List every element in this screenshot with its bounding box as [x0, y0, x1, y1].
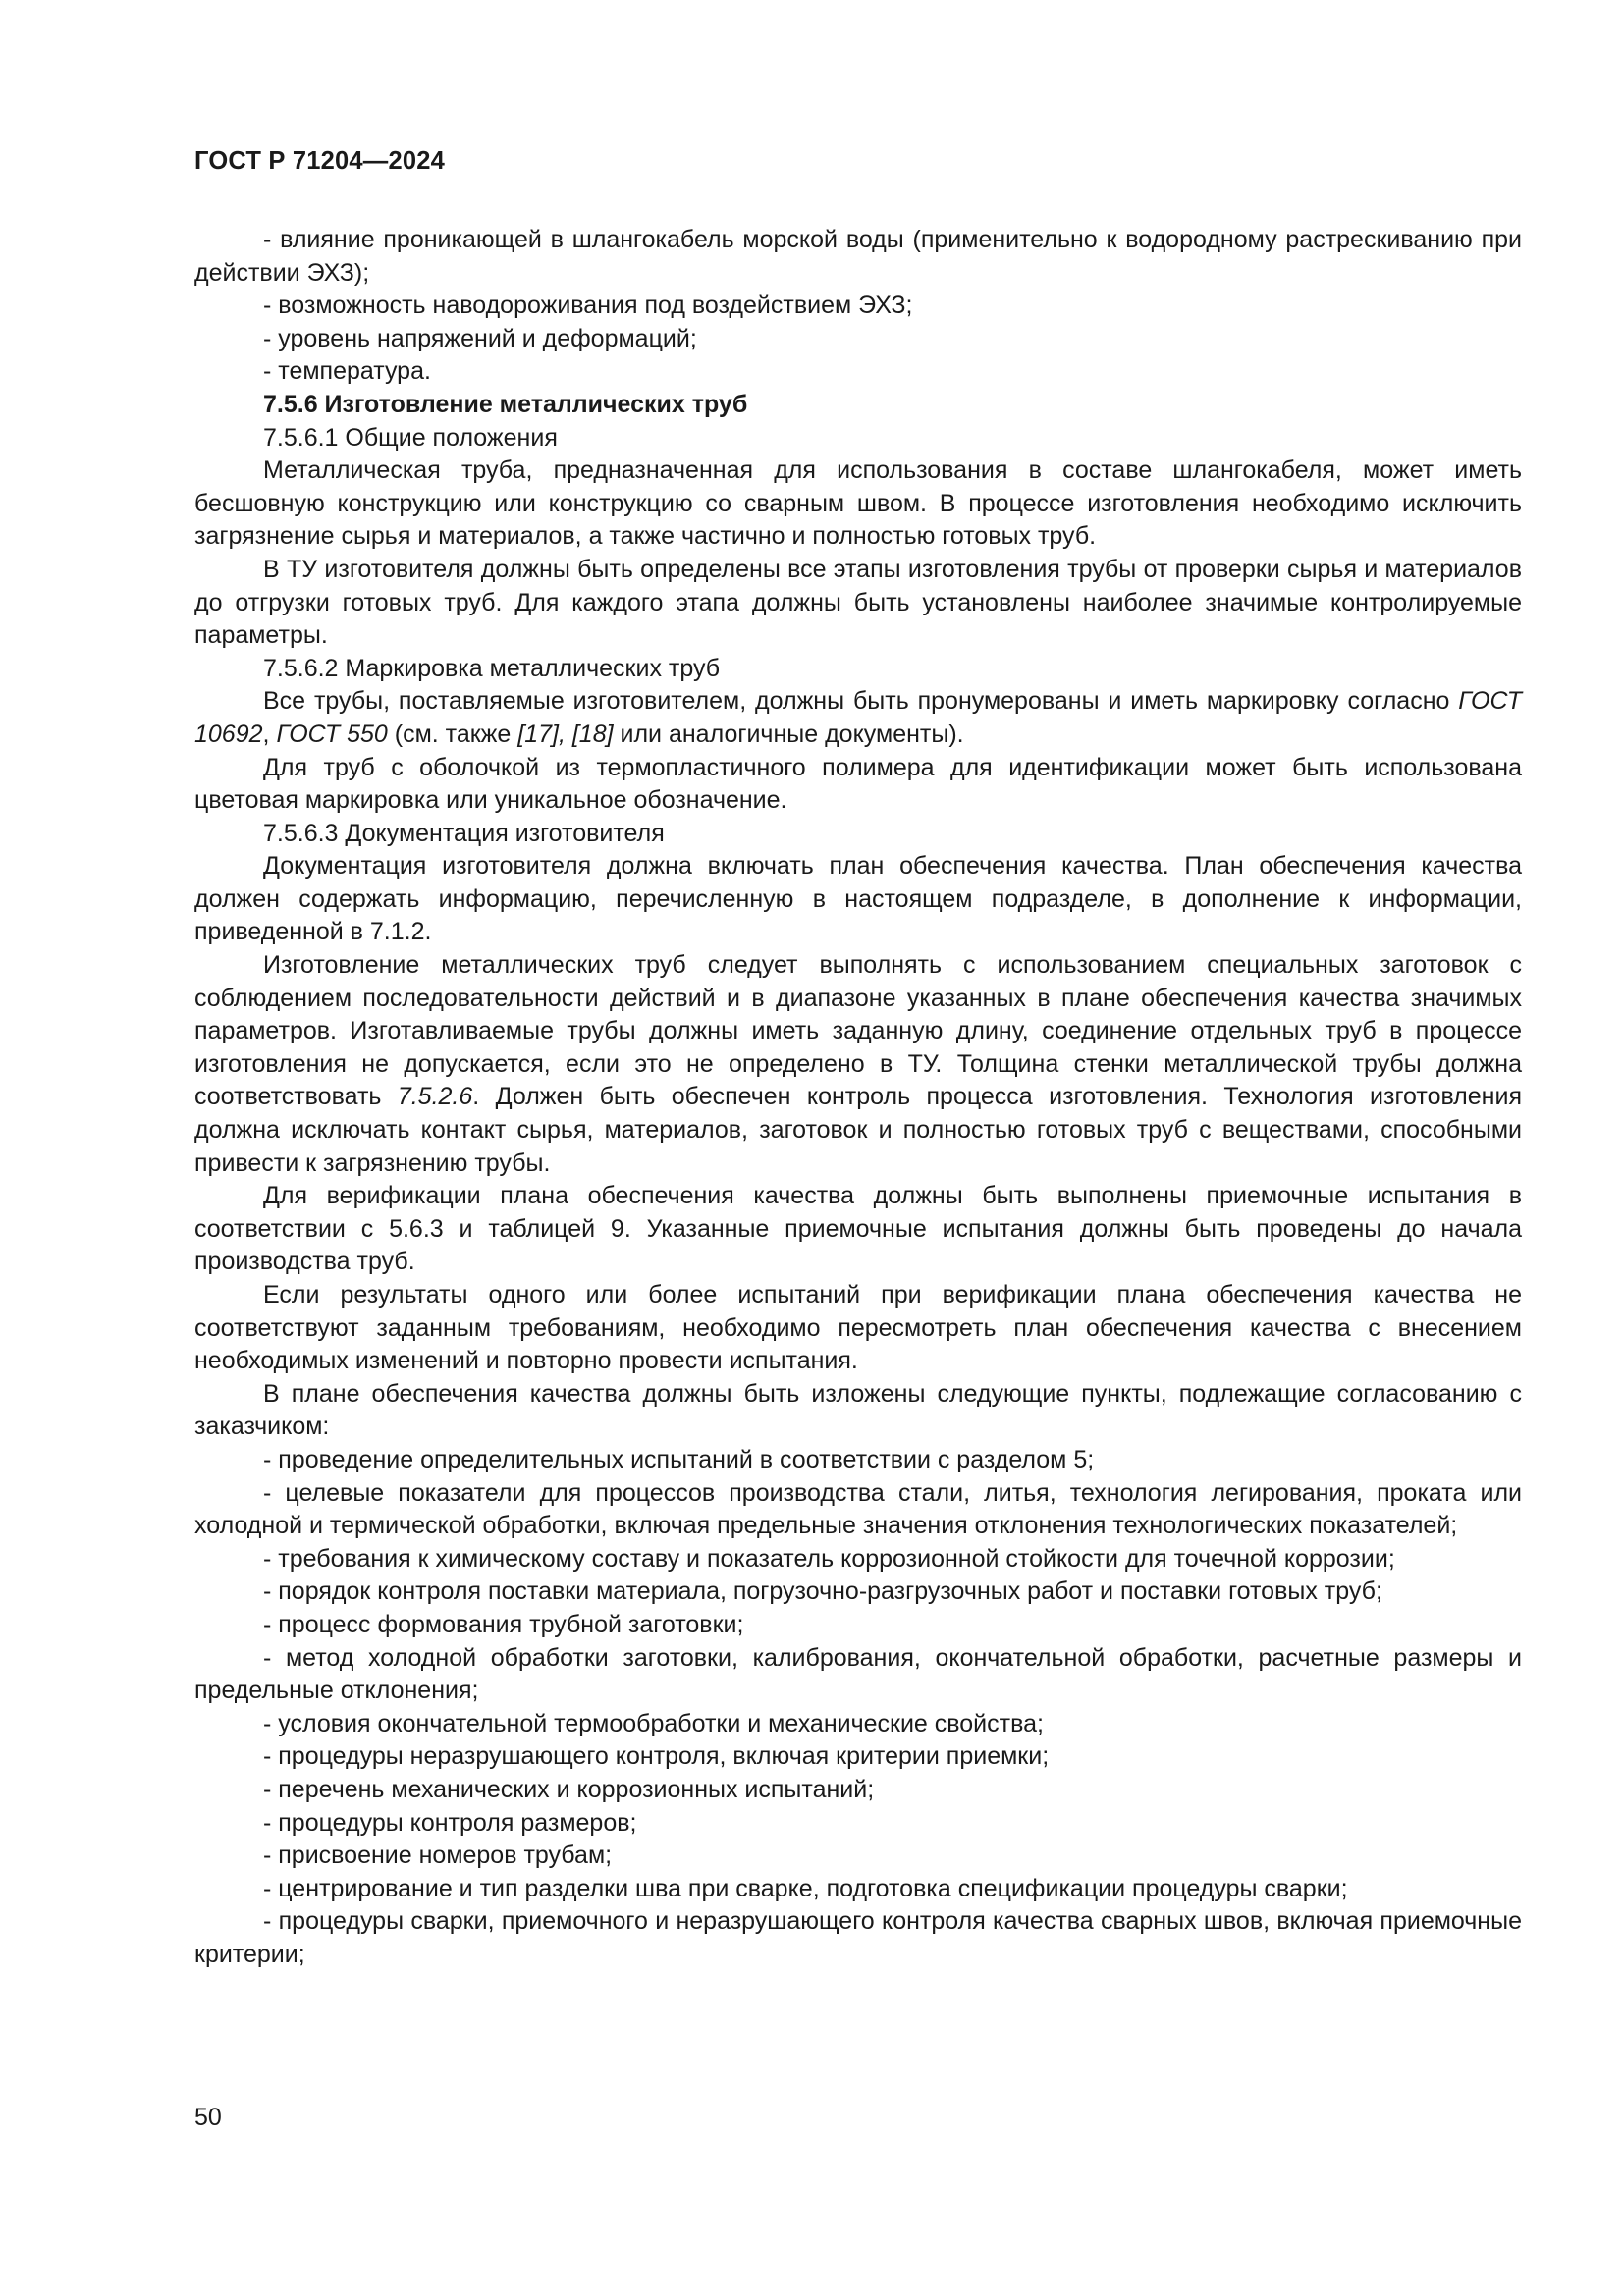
- standard-reference: ГОСТ 550: [276, 720, 388, 748]
- text-run: Все трубы, поставляемые изготовителем, должны быть пронумерованы и иметь маркировку согласно: [263, 687, 1459, 716]
- section-heading: 7.5.6 Изготовление металлических труб: [263, 390, 748, 418]
- list-item: - процедуры неразрушающего контроля, включая критерии приемки;: [263, 1742, 1050, 1771]
- list-item: - процедуры контроля размеров;: [263, 1808, 637, 1837]
- paragraph: Металлическая труба, предназначенная для использования в составе шлангокабеля, может иметь бесшовную конструкцию или конструкцию со сварным швом. В процессе изготовления необходимо исключить загрязнение сырья и материалов, а также частично и полностью готовых труб.: [194, 456, 1522, 551]
- paragraph: В плане обеспечения качества должны быть изложены следующие пункты, подлежащие согласованию с заказчиком:: [194, 1379, 1522, 1441]
- bibliography-reference: [17], [18]: [517, 720, 614, 748]
- document-code-header: ГОСТ Р 71204—2024: [194, 147, 446, 175]
- subsection-heading: 7.5.6.1 Общие положения: [263, 423, 558, 452]
- paragraph: В ТУ изготовителя должны быть определены все этапы изготовления трубы от проверки сырья и материалов до отгрузки готовых труб. Для каждого этапа должны быть установлены наиболее значимые контролируемые параметры.: [194, 555, 1522, 650]
- list-item: - влияние проникающей в шлангокабель морской воды (применительно к водородному растрескиванию при действии ЭХЗ);: [194, 226, 1522, 287]
- list-item: - проведение определительных испытаний в соответствии с разделом 5;: [263, 1445, 1095, 1473]
- text-run: Изготовление металлических труб следует выполнять с использованием специальных заготовок с соблюдением последовательности действий и в диапазоне указанных в плане обеспечения качества значимых параметров. Изготавливаемые трубы должны иметь заданную длину, соединение отдельных труб в процессе изготовления не допускается, если это не определено в ТУ. Толщина стенки металлической трубы должна соответствовать: [194, 951, 1522, 1111]
- paragraph: Документация изготовителя должна включать план обеспечения качества. План обеспечения качества должен содержать информацию, перечисленную в настоящем подразделе, в дополнение к информации, приведенной в 7.1.2.: [194, 852, 1522, 946]
- list-item: - центрирование и тип разделки шва при сварке, подготовка спецификации процедуры сварки;: [263, 1874, 1348, 1902]
- subsection-heading: 7.5.6.2 Маркировка металлических труб: [263, 654, 721, 682]
- list-item: - присвоение номеров трубам;: [263, 1842, 613, 1870]
- list-item: - порядок контроля поставки материала, погрузочно-разгрузочных работ и поставки готовых труб;: [263, 1577, 1382, 1606]
- paragraph: Для труб с оболочкой из термопластичного полимера для идентификации может быть использована цветовая маркировка или уникальное обозначение.: [194, 753, 1522, 815]
- document-body: [194, 224, 1522, 1971]
- list-item: - процедуры сварки, приемочного и неразрушающего контроля качества сварных швов, включая приемочные критерии;: [194, 1907, 1522, 1968]
- list-item: - возможность наводороживания под воздействием ЭХЗ;: [263, 292, 913, 320]
- paragraph: [194, 685, 1522, 751]
- standard-reference: ГОСТ 10692: [194, 687, 1522, 748]
- list-item: - условия окончательной термообработки и механические свойства;: [263, 1709, 1044, 1737]
- list-item: - метод холодной обработки заготовки, калибрования, окончательной обработки, расчетные размеры и предельные отклонения;: [194, 1643, 1522, 1705]
- text-run: или аналогичные документы).: [613, 720, 964, 748]
- text-run: (см. также: [387, 720, 518, 748]
- list-item: - целевые показатели для процессов производства стали, литья, технология легирования, проката или холодной и термической обработки, включая предельные значения отклонения технологических показателей;: [194, 1478, 1522, 1540]
- text-run: ,: [262, 720, 277, 748]
- list-item: - перечень механических и коррозионных испытаний;: [263, 1775, 875, 1803]
- list-item: - процесс формования трубной заготовки;: [263, 1610, 744, 1638]
- paragraph: [194, 949, 1522, 1180]
- clause-reference: 7.5.2.6: [397, 1083, 473, 1111]
- list-item: - уровень напряжений и деформаций;: [263, 324, 697, 352]
- page-number: 50: [194, 2104, 222, 2131]
- document-page: [194, 147, 1522, 1971]
- subsection-heading: 7.5.6.3 Документация изготовителя: [263, 819, 665, 847]
- text-run: . Должен быть обеспечен контроль процесса изготовления. Технология изготовления должна исключать контакт сырья, материалов, заготовок и полностью готовых труб с веществами, способными привести к загрязнению трубы.: [194, 1083, 1522, 1177]
- list-item: - требования к химическому составу и показатель коррозионной стойкости для точечной коррозии;: [263, 1544, 1395, 1573]
- paragraph: Если результаты одного или более испытаний при верификации плана обеспечения качества не соответствуют заданным требованиям, необходимо пересмотреть план обеспечения качества с внесением необходимых изменений и повторно провести испытания.: [194, 1281, 1522, 1375]
- list-item: - температура.: [263, 357, 431, 386]
- paragraph: Для верификации плана обеспечения качества должны быть выполнены приемочные испытания в соответствии с 5.6.3 и таблицей 9. Указанные приемочные испытания должны быть проведены до начала производства труб.: [194, 1182, 1522, 1276]
